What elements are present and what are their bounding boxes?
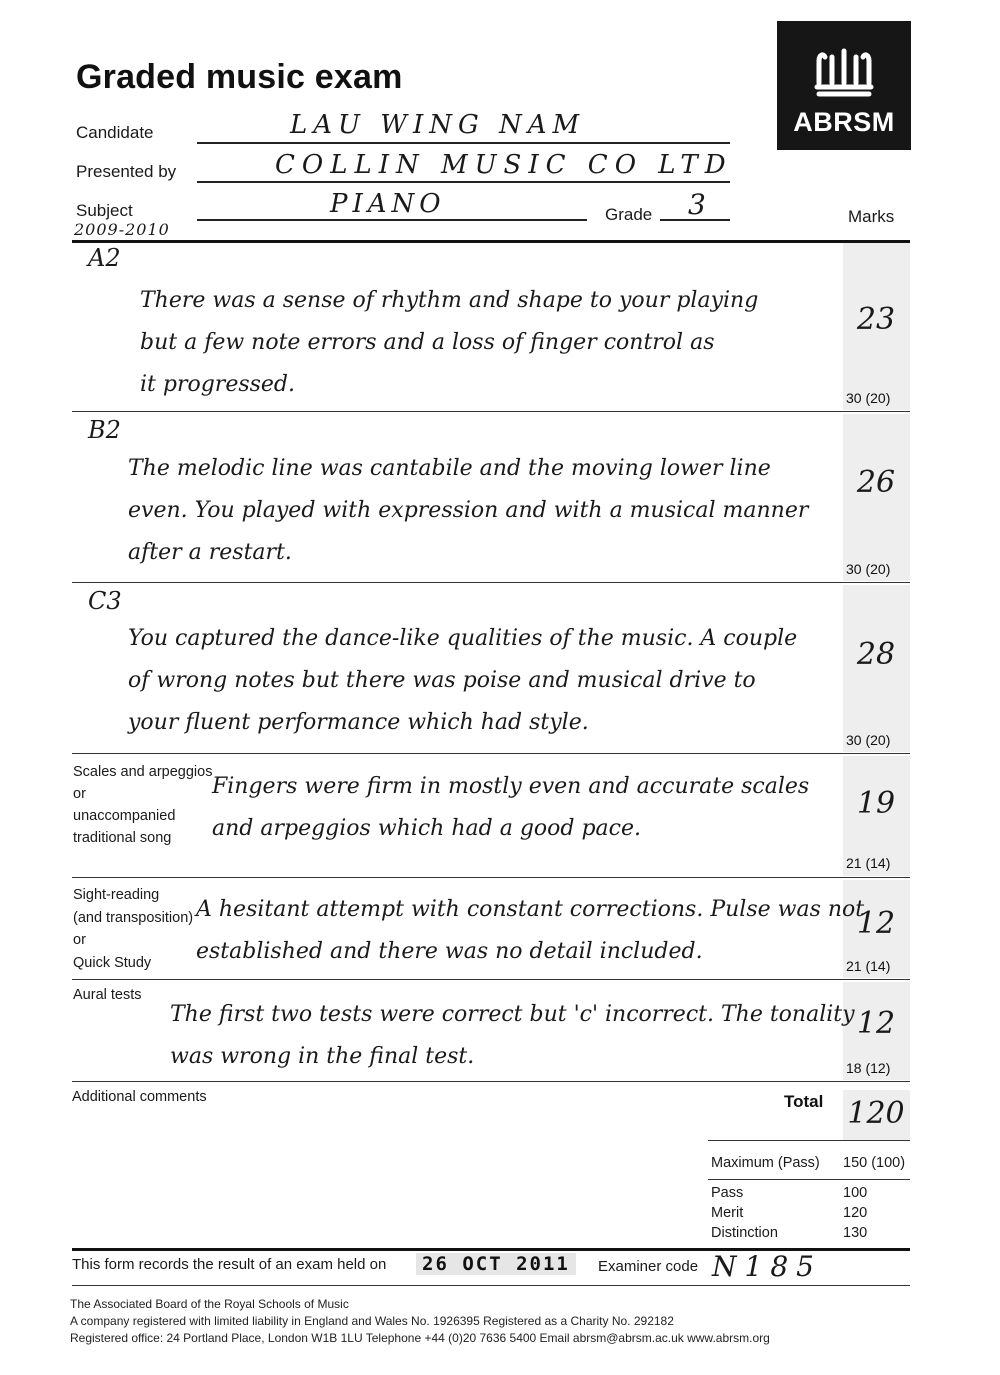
footer (70, 1296, 770, 1347)
mark-a2: 23 (856, 302, 896, 337)
mark-aural: 12 (856, 1006, 896, 1041)
pass-label: Pass (711, 1185, 744, 1201)
scales-label-line: unaccompanied (73, 808, 176, 824)
total-label: Total (784, 1092, 824, 1111)
section-label-b2: B2 (88, 416, 121, 444)
mark-c3: 28 (856, 637, 896, 672)
footer-line: A company registered with limited liability in England and Wales No. 1926395 Registered as a Charity No. 292182 (70, 1314, 674, 1328)
examiner-code-label: Examiner code (598, 1258, 699, 1275)
divider (72, 979, 910, 980)
record-rule-bottom (72, 1285, 910, 1286)
divider (72, 1081, 910, 1082)
merit-label: Merit (711, 1205, 744, 1221)
presented-by-value: COLLIN MUSIC CO LTD (275, 150, 733, 180)
candidate-label: Candidate (76, 123, 154, 142)
comment-aural: The first two tests were correct but 'c' incorrect. The tonality was wrong in the final test. (170, 1002, 855, 1069)
max-scales: 21 (14) (846, 855, 891, 871)
scales-label-line: traditional song (73, 830, 172, 846)
comment-a2: There was a sense of rhythm and shape to your playing but a few note errors and a loss of finger control as it progressed. (140, 288, 759, 397)
threshold-rule (708, 1140, 910, 1141)
threshold-rule (708, 1179, 910, 1180)
header-rule (72, 240, 910, 243)
abrsm-logo (777, 21, 911, 150)
total-value: 120 (847, 1096, 905, 1131)
mark-sight: 12 (856, 906, 896, 941)
section-label-a2: A2 (88, 244, 121, 272)
comment-c3: You captured the dance-like qualities of the music. A couple of wrong notes but there was poise and musical drive to your fluent performance which had style. (128, 626, 798, 735)
sight-label-line: (and transposition) (73, 909, 194, 926)
grade-label: Grade (605, 205, 653, 224)
sight-label-line: or (73, 932, 86, 948)
page-title: Graded music exam (76, 58, 403, 96)
distinction-label: Distinction (711, 1225, 778, 1241)
sight-label-line: Quick Study (73, 954, 152, 971)
comment-scales: Fingers were firm in mostly even and accurate scales and arpeggios which had a good pace. (212, 774, 810, 841)
subject-label: Subject (76, 201, 133, 220)
maximum-value: 150 (100) (843, 1155, 906, 1171)
pass-value: 100 (843, 1185, 868, 1201)
candidate-line (197, 142, 730, 144)
maximum-label: Maximum (Pass) (711, 1155, 820, 1171)
subject-line (197, 219, 587, 221)
divider (72, 411, 910, 412)
scales-label (73, 761, 212, 849)
candidate-value: LAU WING NAM (290, 110, 586, 140)
presented-by-line (197, 181, 730, 183)
divider (72, 753, 910, 754)
divider (72, 877, 910, 878)
max-c3: 30 (20) (846, 732, 891, 748)
max-b2: 30 (20) (846, 561, 891, 577)
subject-year: 2009-2010 (74, 220, 170, 239)
presented-by-label: Presented by (76, 162, 177, 181)
max-aural: 18 (12) (846, 1060, 891, 1076)
sight-label-line: Sight-reading (73, 887, 160, 903)
grade-value: 3 (688, 188, 706, 221)
sight-label (73, 884, 193, 974)
record-statement: This form records the result of an exam held on (72, 1256, 387, 1273)
max-a2: 30 (20) (846, 390, 891, 406)
divider (72, 582, 910, 583)
footer-line: The Associated Board of the Royal Schools of Music (70, 1297, 349, 1311)
subject-value: PIANO (330, 189, 446, 219)
logo-text: ABRSM (793, 107, 895, 137)
aural-label: Aural tests (73, 987, 142, 1003)
exam-date: 26 OCT 2011 (416, 1253, 576, 1275)
comment-sight: A hesitant attempt with constant corrections. Pulse was not established and there was no detail included. (196, 897, 865, 964)
mark-b2: 26 (856, 465, 896, 500)
additional-comments-label: Additional comments (72, 1089, 207, 1105)
max-sight: 21 (14) (846, 958, 891, 974)
scales-label-line: or (73, 786, 86, 802)
crown-icon (777, 21, 911, 101)
section-label-c3: C3 (88, 587, 122, 615)
distinction-value: 130 (843, 1225, 868, 1241)
mark-scales: 19 (856, 786, 896, 821)
merit-value: 120 (843, 1205, 868, 1221)
scales-label-line: Scales and arpeggios (73, 764, 213, 780)
footer-line: Registered office: 24 Portland Place, London W1B 1LU Telephone +44 (0)20 7636 5400 Email abrsm@abrsm.ac.uk www.abrsm.org (70, 1331, 770, 1345)
marks-label: Marks (848, 207, 895, 226)
examiner-code: N185 (712, 1250, 822, 1283)
comment-b2: The melodic line was cantabile and the moving lower line even. You played with expression and with a musical manner after a restart. (128, 456, 809, 565)
